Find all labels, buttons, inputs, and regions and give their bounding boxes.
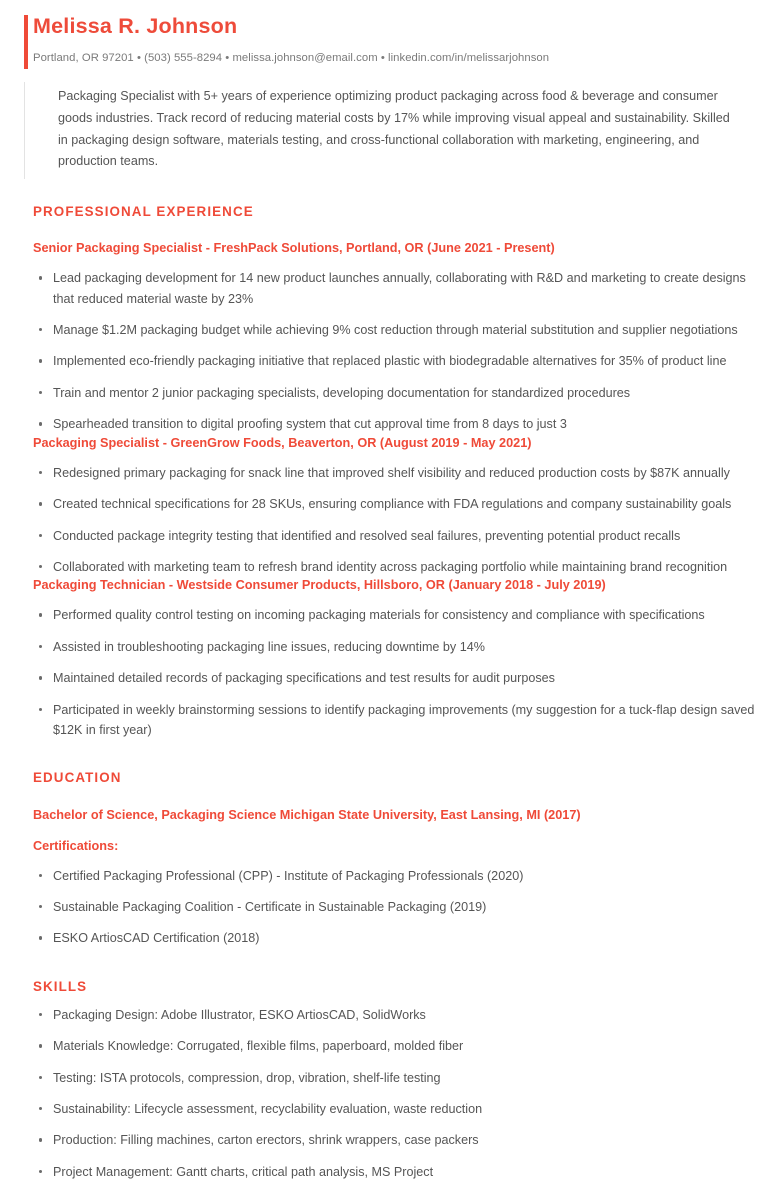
job-bullet-list <box>33 268 768 434</box>
job-title: Packaging Specialist - GreenGrow Foods, Beaverton, OR (August 2019 - May 2021) <box>33 435 532 450</box>
job-bullet: Conducted package integrity testing that identified and resolved seal failures, preventing potential product recalls <box>33 526 765 546</box>
job-bullet: Redesigned primary packaging for snack line that improved shelf visibility and reduced production costs by $87K annually <box>33 463 765 483</box>
job-title: Senior Packaging Specialist - FreshPack Solutions, Portland, OR (June 2021 - Present) <box>33 241 555 256</box>
job-bullet: Implemented eco-friendly packaging initiative that replaced plastic with biodegradable alternatives for 35% of product line <box>33 351 765 371</box>
header-accent-bar <box>24 15 28 69</box>
experience-entry <box>33 240 768 434</box>
skills-list <box>33 1005 768 1182</box>
section-title-education: EDUCATION <box>33 770 122 786</box>
experience-entry <box>33 577 768 740</box>
skill-item: Project Management: Gantt charts, critical path analysis, MS Project <box>33 1162 765 1182</box>
degree-title: Bachelor of Science, Packaging Science Michigan State University, East Lansing, MI (2017) <box>33 808 581 823</box>
skill-item: Sustainability: Lifecycle assessment, recyclability evaluation, waste reduction <box>33 1099 765 1119</box>
skill-item: Materials Knowledge: Corrugated, flexible films, paperboard, molded fiber <box>33 1036 765 1056</box>
job-title: Packaging Technician - Westside Consumer Products, Hillsboro, OR (January 2018 - July 2019) <box>33 578 606 593</box>
resume-header <box>0 0 768 65</box>
job-bullet: Created technical specifications for 28 SKUs, ensuring compliance with FDA regulations and company sustainability goals <box>33 494 765 514</box>
certifications-label: Certifications: <box>33 838 119 853</box>
skill-item: Testing: ISTA protocols, compression, drop, vibration, shelf-life testing <box>33 1068 765 1088</box>
section-education <box>0 770 768 948</box>
candidate-name: Melissa R. Johnson <box>33 14 238 38</box>
job-bullet: Participated in weekly brainstorming sessions to identify packaging improvements (my suggestion for a tuck-flap design saved $12K in first year) <box>33 700 765 741</box>
job-bullet: Train and mentor 2 junior packaging specialists, developing documentation for standardized procedures <box>33 383 765 403</box>
skill-item: Production: Filling machines, carton erectors, shrink wrappers, case packers <box>33 1130 765 1150</box>
job-bullet: Performed quality control testing on incoming packaging materials for consistency and compliance with specifications <box>33 605 765 625</box>
job-bullet-list <box>33 605 768 740</box>
job-bullet: Spearheaded transition to digital proofing system that cut approval time from 8 days to just 3 <box>33 414 765 434</box>
contact-line: Portland, OR 97201 • (503) 555-8294 • melissa.johnson@email.com • linkedin.com/in/melissarjohnson <box>33 51 550 64</box>
section-professional-experience <box>0 204 768 740</box>
job-bullet: Maintained detailed records of packaging specifications and test results for audit purposes <box>33 668 765 688</box>
summary-block <box>24 82 768 179</box>
summary-text: Packaging Specialist with 5+ years of experience optimizing product packaging across food & beverage and consumer goods industries. Track record of reducing material costs by 17% while improving visual appeal and sustainability. Skilled in packaging design software, materials testing, and cross-functional collaboration with marketing, engineering, and production teams. <box>58 89 730 169</box>
certification-item: Certified Packaging Professional (CPP) - Institute of Packaging Professionals (2020) <box>33 866 765 886</box>
job-bullet: Manage $1.2M packaging budget while achieving 9% cost reduction through material substitution and supplier negotiations <box>33 320 765 340</box>
section-title-skills: SKILLS <box>33 978 88 994</box>
section-skills <box>0 979 768 1182</box>
certification-item: Sustainable Packaging Coalition - Certificate in Sustainable Packaging (2019) <box>33 897 765 917</box>
experience-entry <box>33 435 768 578</box>
certification-item: ESKO ArtiosCAD Certification (2018) <box>33 928 765 948</box>
certification-list <box>33 866 768 949</box>
job-bullet: Lead packaging development for 14 new product launches annually, collaborating with R&D and marketing to create designs that reduced material waste by 23% <box>33 268 765 309</box>
job-bullet: Collaborated with marketing team to refresh brand identity across packaging portfolio while maintaining brand recognition <box>33 557 765 577</box>
job-bullet-list <box>33 463 768 578</box>
job-bullet: Assisted in troubleshooting packaging line issues, reducing downtime by 14% <box>33 637 765 657</box>
section-title-experience: PROFESSIONAL EXPERIENCE <box>33 204 254 220</box>
skill-item: Packaging Design: Adobe Illustrator, ESKO ArtiosCAD, SolidWorks <box>33 1005 765 1025</box>
